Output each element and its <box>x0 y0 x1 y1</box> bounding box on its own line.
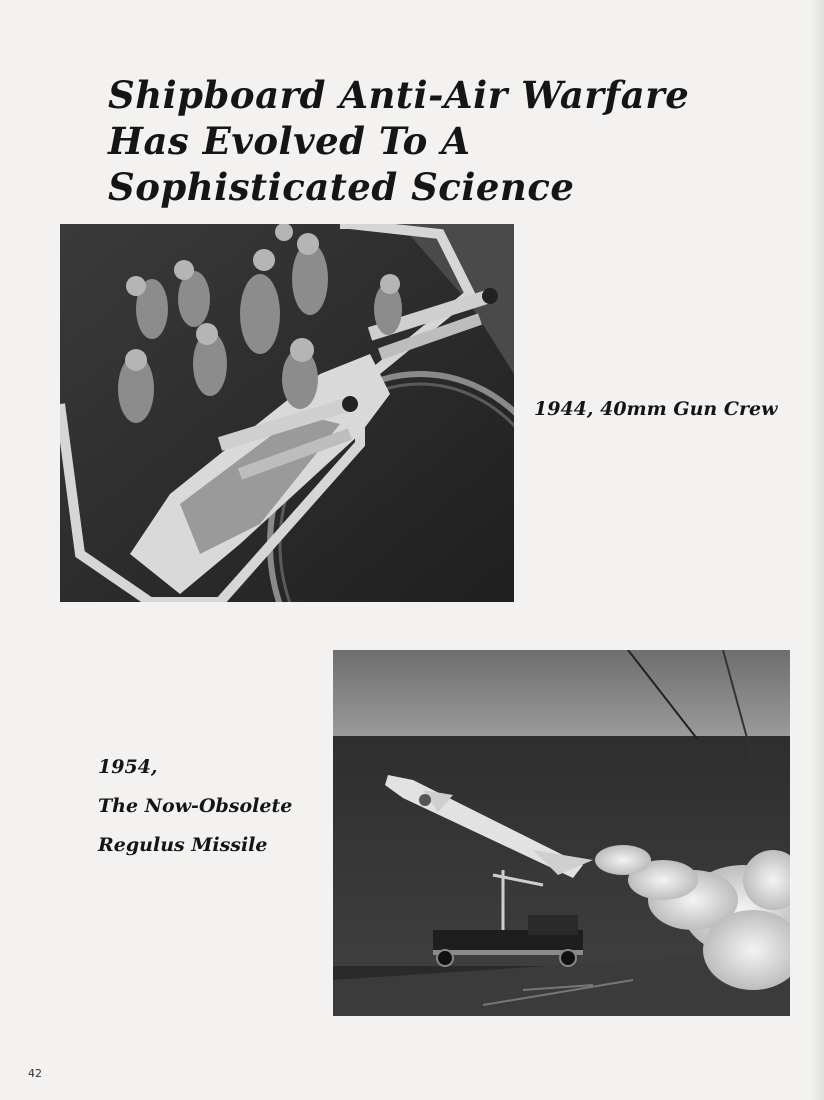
gun-crew-photo <box>60 224 514 602</box>
missile-caption-line-3: Regulus Missile <box>98 834 268 856</box>
gun-crew-caption: 1944, 40mm Gun Crew <box>534 398 778 420</box>
headline-line-1: Shipboard Anti-Air Warfare <box>108 73 690 117</box>
page-number: 42 <box>28 1067 42 1080</box>
missile-caption-year: 1954, <box>98 756 158 778</box>
missile-caption-line-2: The Now-Obsolete <box>98 795 293 817</box>
page-headline <box>108 72 689 210</box>
regulus-missile-photo <box>333 650 790 1016</box>
headline-line-2: Has Evolved To A <box>108 119 471 163</box>
headline-line-3: Sophisticated Science <box>108 165 575 209</box>
regulus-missile-caption <box>98 748 292 865</box>
